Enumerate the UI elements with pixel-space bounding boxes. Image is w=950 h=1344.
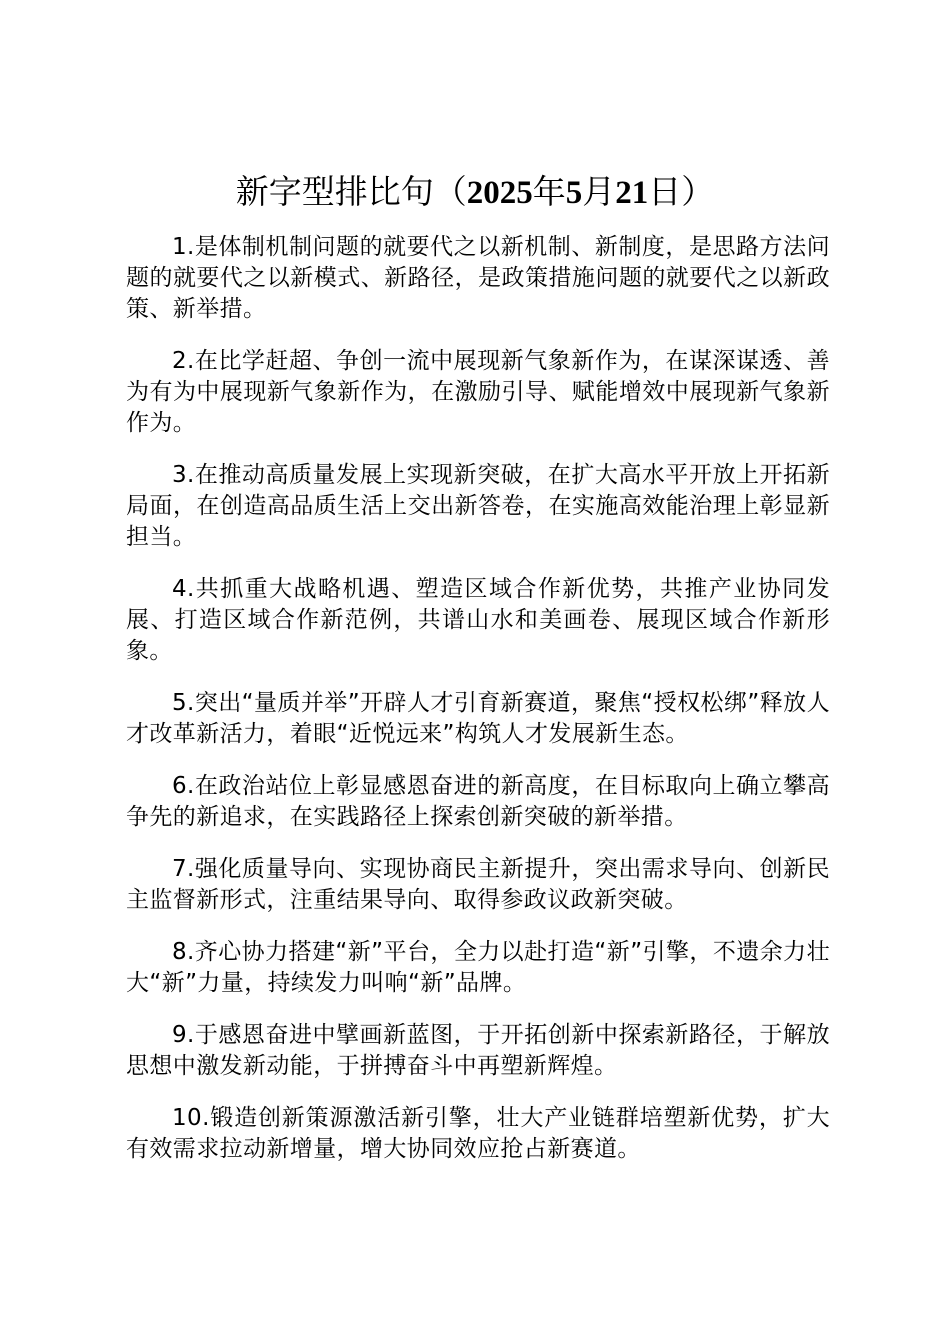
sentence-item-9: 9.于感恩奋进中擘画新蓝图，于开拓创新中探索新路径，于解放思想中激发新动能，于拼搏奋斗中再塑新辉煌。	[126, 1022, 830, 1079]
sentence-item-4: 4.共抓重大战略机遇、塑造区域合作新优势，共推产业协同发展、打造区域合作新范例，共谱山水和美画卷、展现区域合作新形象。	[126, 576, 830, 664]
title-month: 5	[565, 175, 583, 211]
title-suffix: 日）	[648, 172, 715, 211]
sentence-list	[126, 232, 830, 1186]
sentence-item-2: 2.在比学赶超、争创一流中展现新气象新作为，在谋深谋透、善为有为中展现新气象新作为，在激励引导、赋能增效中展现新气象新作为。	[126, 348, 830, 436]
sentence-item-1: 1.是体制机制问题的就要代之以新机制、新制度，是思路方法问题的就要代之以新模式、新路径，是政策措施问题的就要代之以新政策、新举措。	[126, 234, 830, 322]
title-year-unit: 年	[532, 172, 566, 211]
title-month-unit: 月	[582, 172, 616, 211]
sentence-item-6: 6.在政治站位上彰显感恩奋进的新高度，在目标取向上确立攀高争先的新追求，在实践路径上探索创新突破的新举措。	[126, 773, 830, 830]
sentence-item-3: 3.在推动高质量发展上实现新突破，在扩大高水平开放上开拓新局面，在创造高品质生活上交出新答卷，在实施高效能治理上彰显新担当。	[126, 462, 830, 550]
title-prefix: 新字型排比句（	[235, 172, 467, 211]
title-year: 2025	[466, 175, 533, 211]
title-day: 21	[615, 175, 649, 211]
sentence-item-7: 7.强化质量导向、实现协商民主新提升，突出需求导向、创新民主监督新形式，注重结果导向、取得参政议政新突破。	[126, 856, 830, 913]
sentence-item-10: 10.锻造创新策源激活新引擎，壮大产业链群培塑新优势，扩大有效需求拉动新增量，增大协同效应抢占新赛道。	[126, 1105, 830, 1162]
document-title	[0, 170, 950, 215]
sentence-item-5: 5.突出“量质并举”开辟人才引育新赛道，聚焦“授权松绑”释放人才改革新活力，着眼“近悦远来”构筑人才发展新生态。	[126, 690, 830, 747]
sentence-item-8: 8.齐心协力搭建“新”平台，全力以赴打造“新”引擎，不遗余力壮大“新”力量，持续发力叫响“新”品牌。	[126, 939, 830, 996]
